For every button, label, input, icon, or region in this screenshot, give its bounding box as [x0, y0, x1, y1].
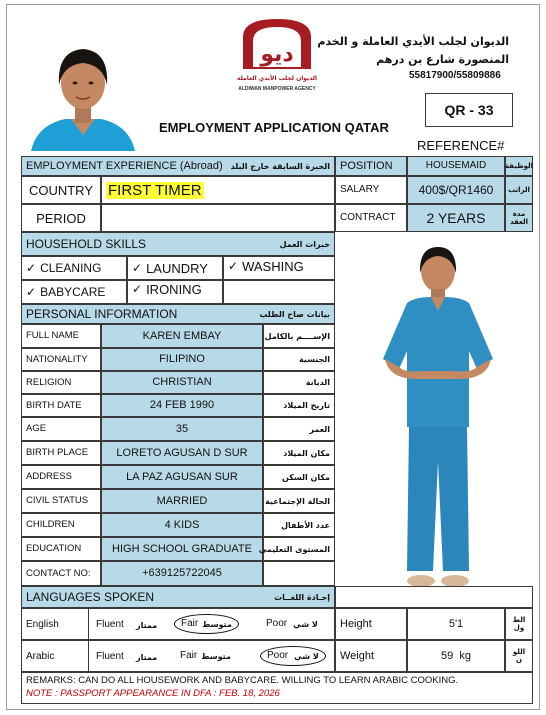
skills-header: [21, 232, 335, 256]
contract-ar-line1: مدة: [512, 210, 526, 218]
contract-value-cell: [407, 204, 505, 232]
applicant-portrait-photo: [23, 39, 143, 151]
height-label: Height: [340, 617, 372, 630]
personal-field-label-cell: [21, 513, 101, 537]
personal-field-label: CHILDREN: [26, 519, 75, 531]
language-column-divider: [88, 641, 89, 671]
position-value-cell: [407, 156, 505, 176]
personal-field-arabic-label: مكان السكن: [282, 472, 330, 482]
experience-header: [21, 156, 335, 176]
salary-value-cell: [407, 176, 505, 204]
check-icon: ✓: [228, 259, 239, 273]
personal-field-value-cell: [101, 561, 263, 586]
country-label: COUNTRY: [28, 182, 94, 198]
contract-ar-cell: [505, 204, 533, 232]
skills-header-en: HOUSEHOLD SKILLS: [26, 237, 147, 251]
personal-field-label-cell: [21, 465, 101, 489]
languages-header-en: LANGUAGES SPOKEN: [26, 590, 155, 604]
personal-field-label: CONTACT NO:: [26, 567, 91, 579]
personal-field-arabic-cell: [263, 489, 335, 513]
position-value: HOUSEMAID: [425, 160, 487, 171]
personal-field-arabic-cell: [263, 441, 335, 465]
fair-option-ar: متوسط: [201, 651, 231, 661]
skill-ironing: [127, 280, 223, 304]
personal-field-value: LA PAZ AGUSAN SUR: [126, 470, 238, 483]
personal-field-label-cell: [21, 489, 101, 513]
poor-option-label: Poor: [266, 618, 288, 629]
agency-name-arabic: الديوان لجلب الأيدي العاملة و الخدم: [317, 35, 509, 48]
agency-phones: 55817900/55809886: [409, 70, 501, 81]
personal-field-value-cell: [101, 324, 263, 348]
personal-field-label-cell: [21, 537, 101, 561]
personal-field-label: CIVIL STATUS: [26, 495, 89, 507]
languages-header: [21, 586, 335, 608]
poor-option-ar: لا شي: [294, 651, 319, 661]
svg-text:ديو: ديو: [260, 42, 294, 67]
personal-field-label: FULL NAME: [26, 330, 79, 342]
skills-header-ar: خبرات العمل: [279, 239, 330, 249]
period-value-cell: [101, 204, 335, 232]
position-ar-cell: [505, 156, 533, 176]
personal-field-value-cell: [101, 371, 263, 394]
personal-field-value-cell: [101, 513, 263, 537]
personal-field-value: 4 KIDS: [164, 518, 200, 531]
salary-ar: الراتب: [508, 186, 530, 194]
personal-field-value: +639125722045: [142, 567, 222, 579]
remarks-text: REMARKS: CAN DO ALL HOUSEWORK AND BABYCARE. WILLING TO LEARN ARABIC COOKING.: [26, 675, 459, 686]
personal-field-label-cell: [21, 441, 101, 465]
personal-field-arabic-cell: [263, 394, 335, 417]
country-value-cell: [101, 176, 335, 204]
skill-laundry: [127, 256, 223, 280]
height-value: 5'1: [448, 617, 464, 630]
personal-field-arabic-label: الجنسية: [298, 355, 330, 364]
logo-arabic-subtitle: الديوان لجلب الأيدي العاملة: [236, 74, 318, 82]
experience-header-ar: الخبرة السابقة خارج البلد: [230, 161, 330, 171]
personal-field-value: KAREN EMBAY: [142, 329, 222, 342]
skill-label: IRONING: [146, 282, 202, 297]
passport-note: NOTE : PASSPORT APPEARANCE IN DFA : FEB. 18, 2026: [26, 687, 280, 699]
personal-field-value-cell: [101, 348, 263, 371]
fluent-option: Fluent: [96, 619, 124, 630]
skill-label: BABYCARE: [40, 285, 106, 299]
country-label-cell: [21, 176, 101, 204]
personal-field-arabic-label: تاريخ الميلاد: [283, 401, 330, 410]
skill-babycare: [21, 280, 127, 304]
personal-field-label-cell: [21, 561, 101, 586]
personal-header-en: PERSONAL INFORMATION: [26, 307, 178, 321]
height-ar-line1: الط: [512, 616, 526, 624]
language-name: Arabic: [26, 651, 55, 662]
weight-label: Weight: [340, 649, 375, 662]
personal-field-arabic-label: المستوى التعليمي: [258, 544, 330, 554]
skill-label: LAUNDRY: [146, 260, 208, 276]
personal-field-value-cell: [101, 441, 263, 465]
personal-field-arabic-cell: [263, 348, 335, 371]
salary-label: SALARY: [340, 184, 380, 195]
personal-field-arabic-cell: [263, 561, 335, 586]
personal-header-ar: بيانات صاح الطلب: [259, 309, 330, 319]
personal-field-arabic-cell: [263, 417, 335, 441]
skill-empty-cell: [223, 280, 335, 304]
personal-field-arabic-label: عدد الأطفال: [281, 520, 330, 530]
weight-value-cell: [407, 640, 505, 672]
agency-address-arabic: المنصورة شارع بن درهم: [376, 53, 509, 66]
language-column-divider: [88, 609, 89, 639]
personal-field-label-cell: [21, 348, 101, 371]
personal-field-label-cell: [21, 417, 101, 441]
poor-option-label: Poor: [267, 650, 289, 661]
personal-field-label: NATIONALITY: [26, 353, 88, 365]
personal-field-arabic-cell: [263, 324, 335, 348]
personal-field-label: RELIGION: [26, 376, 72, 388]
personal-field-value-cell: [101, 489, 263, 513]
salary-label-cell: [335, 176, 407, 204]
personal-field-value: LORETO AGUSAN D SUR: [116, 446, 248, 459]
personal-field-label: EDUCATION: [26, 543, 82, 555]
contract-label-cell: [335, 204, 407, 232]
position-ar: الوظيفة: [504, 162, 534, 170]
language-row: [21, 640, 335, 672]
language-name: English: [26, 619, 59, 630]
experience-header-en: EMPLOYMENT EXPERIENCE (Abroad): [26, 159, 223, 172]
weight-ar-line1: اللو: [512, 648, 526, 656]
personal-field-label-cell: [21, 324, 101, 348]
fair-option-label: Fair: [181, 618, 199, 629]
skill-cleaning: [21, 256, 127, 280]
personal-field-arabic-cell: [263, 371, 335, 394]
poor-option-ar: لا شي: [293, 619, 318, 629]
personal-field-value-cell: [101, 537, 263, 561]
personal-field-arabic-label: الإســــم بالكامل: [264, 331, 330, 341]
weight-label-cell: [335, 640, 407, 672]
check-icon: ✓: [132, 282, 143, 296]
personal-field-label: BIRTH PLACE: [26, 447, 89, 459]
contract-ar-line2: العقد: [509, 218, 529, 226]
weight-value: 59 kg: [441, 649, 471, 662]
languages-header-ar: إجـادة اللغــات: [274, 592, 330, 602]
personal-field-arabic-label: الديانة: [305, 378, 330, 387]
application-form: [6, 4, 540, 710]
fluent-option: Fluent: [96, 651, 124, 662]
full-body-photo: [353, 241, 523, 603]
personal-field-arabic-label: مكان الميلاد: [283, 448, 330, 458]
fluent-option-ar: ممتاز: [136, 621, 158, 630]
personal-field-value: HIGH SCHOOL GRADUATE: [112, 542, 252, 555]
logo-english-subtitle: ALDIWAN MANPOWER AGENCY: [238, 86, 316, 92]
skill-washing: [223, 256, 335, 280]
height-ar-cell: [505, 608, 533, 640]
personal-field-value: MARRIED: [156, 494, 208, 507]
period-label: PERIOD: [36, 210, 86, 226]
position-label-cell: [335, 156, 407, 176]
languages-header-spacer: [335, 586, 533, 608]
personal-field-label-cell: [21, 394, 101, 417]
fair-option-label: Fair: [180, 650, 198, 661]
personal-field-arabic-label: العمر: [309, 424, 330, 434]
personal-field-label-cell: [21, 371, 101, 394]
contract-value: 2 YEARS: [426, 210, 486, 226]
check-icon: ✓: [26, 261, 37, 275]
fair-option: [174, 646, 237, 666]
personal-field-label: AGE: [26, 423, 47, 435]
qr-code-value: QR - 33: [444, 102, 494, 118]
height-label-cell: [335, 608, 407, 640]
fluent-option-ar: ممتاز: [136, 653, 158, 662]
fair-option-selected: [174, 614, 239, 634]
personal-field-arabic-cell: [263, 465, 335, 489]
poor-option: [260, 614, 324, 634]
personal-field-value: 24 FEB 1990: [149, 399, 215, 411]
personal-field-arabic-cell: [263, 513, 335, 537]
personal-field-arabic-cell: [258, 537, 335, 561]
salary-value: 400$/QR1460: [418, 183, 494, 197]
personal-field-value: 35: [175, 422, 189, 435]
personal-field-value-cell: [101, 394, 263, 417]
weight-ar-cell: [505, 640, 533, 672]
personal-field-label: ADDRESS: [26, 471, 72, 483]
weight-ar-line2: ن: [516, 656, 522, 664]
position-label: POSITION: [340, 159, 393, 172]
personal-header: [21, 304, 335, 324]
height-value-cell: [407, 608, 505, 640]
personal-field-value: CHRISTIAN: [152, 376, 212, 388]
country-value: FIRST TIMER: [108, 181, 202, 199]
salary-ar-cell: [505, 176, 533, 204]
agency-logo: [233, 13, 321, 97]
skill-label: WASHING: [242, 259, 304, 274]
check-icon: ✓: [26, 285, 37, 299]
language-row: [21, 608, 335, 640]
qr-code-box: [425, 93, 513, 127]
poor-option-selected: [260, 646, 326, 666]
personal-field-value-cell: [101, 417, 263, 441]
reference-label: REFERENCE#: [417, 138, 505, 153]
personal-field-arabic-label: الحالة الإجتماعية: [265, 496, 330, 506]
fair-option-ar: متوسط: [202, 619, 232, 629]
personal-field-label: BIRTH DATE: [26, 399, 82, 411]
period-label-cell: [21, 204, 101, 232]
check-icon: ✓: [132, 261, 143, 275]
form-title: EMPLOYMENT APPLICATION QATAR: [159, 120, 389, 135]
personal-field-value: FILIPINO: [159, 353, 205, 365]
remarks-box: [21, 672, 533, 704]
height-ar-line2: ول: [513, 624, 525, 632]
contract-label: CONTRACT: [340, 212, 396, 223]
skill-label: CLEANING: [40, 261, 102, 275]
personal-field-value-cell: [101, 465, 263, 489]
